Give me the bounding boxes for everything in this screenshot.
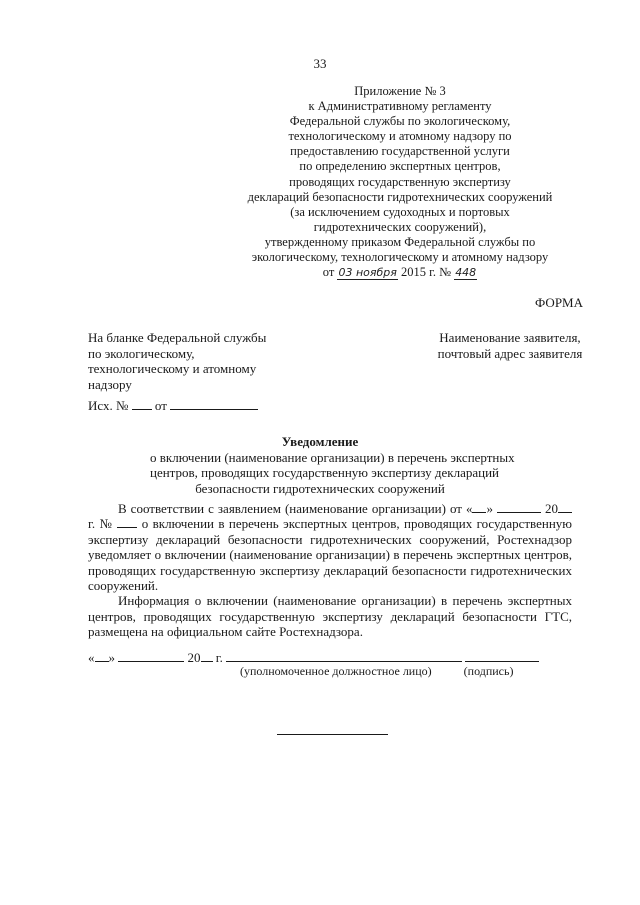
outgoing-number-blank <box>132 398 152 410</box>
day-blank <box>472 501 486 513</box>
outgoing-date-blank <box>170 398 258 410</box>
signature-year-blank <box>201 650 213 662</box>
appendix-line: деклараций безопасности гидротехнических сооружений <box>247 189 553 204</box>
letterhead-note <box>88 330 288 392</box>
signature-quote-open: « <box>88 650 95 665</box>
appendix-line: Приложение № 3 <box>354 84 446 98</box>
letterhead-line: технологическому и атомному <box>88 361 257 376</box>
order-date-prefix: от <box>322 265 335 280</box>
body-paragraph-2: Информация о включении (наименование организации) в перечень экспертных центров, проводящих государственную экспертизу деклараций безопасности ГТС, размещена на официальном сайте Ростехнадзора. <box>88 593 572 640</box>
notice-body <box>88 501 572 640</box>
signature-year-suffix: г. <box>215 650 223 665</box>
application-number-blank <box>117 516 137 528</box>
body-text-run: № <box>99 516 114 532</box>
notice-title: Уведомление <box>281 434 359 449</box>
handwritten-order-date: 03 ноября <box>338 266 397 280</box>
applicant-line: почтовый адрес заявителя <box>437 345 583 361</box>
outgoing-date-label: от <box>154 398 167 413</box>
form-label: ФОРМА <box>535 295 583 310</box>
month-blank <box>497 501 541 513</box>
body-paragraph-1 <box>88 501 572 593</box>
body-text-run: 20 <box>545 501 559 516</box>
signature-blank <box>465 650 539 662</box>
applicant-line: Наименование заявителя, <box>439 330 581 345</box>
appendix-line: утвержденному приказом Федеральной службы по <box>264 234 536 249</box>
appendix-line: (за исключением судоходных и портовых <box>290 204 510 219</box>
body-text-run: » <box>486 501 493 516</box>
body-text-run: о включении в перечень экспертных центров, проводящих государственную экспертизу деклараций безопасности гидротехнических сооружений, Ростехнадзор уведомляет о включении (наименование организации) в перечень экспертных центров, проводящих государственную экспертизу деклараций безопасности гидротехнических сооружений. <box>88 516 573 594</box>
page-number: 33 <box>313 56 327 71</box>
notice-subtitle-line: о включении (наименование организации) в перечень экспертных <box>150 450 515 465</box>
signature-captions <box>240 664 513 679</box>
appendix-line: по определению экспертных центров, <box>299 159 501 174</box>
notice-subtitle <box>150 450 515 496</box>
signature-month-blank <box>118 650 184 662</box>
signature-year-prefix: 20 <box>187 650 201 665</box>
applicant-block <box>430 330 590 361</box>
signature-caption: (подпись) <box>463 664 514 678</box>
appendix-line: к Административному регламенту <box>308 99 492 114</box>
notice-subtitle-line: центров, проводящих государственную экспертизу деклараций <box>150 465 500 481</box>
body-text-run: В соответствии с заявлением (наименование организации) от « <box>118 501 473 516</box>
signature-line <box>88 650 539 665</box>
outgoing-number-label: Исх. № <box>88 398 129 413</box>
order-year-label: 2015 г. № <box>401 265 452 280</box>
notice-subtitle-line: безопасности гидротехнических сооружений <box>195 480 445 496</box>
appendix-line: гидротехнических сооружений), <box>313 219 487 234</box>
appendix-line: проводящих государственную экспертизу <box>289 174 511 189</box>
year-blank <box>558 501 572 513</box>
body-text-run: г. <box>88 516 96 532</box>
appendix-header <box>230 84 570 280</box>
order-date-line <box>230 265 570 280</box>
signature-day-blank <box>95 650 109 662</box>
letterhead-line: На бланке Федеральной службы <box>88 330 267 345</box>
appendix-line: Федеральной службы по экологическому, <box>289 114 511 129</box>
official-name-blank <box>226 650 462 662</box>
outgoing-number-line <box>88 398 258 413</box>
appendix-line: экологическому, технологическому и атомному надзору <box>251 250 549 265</box>
end-separator-line <box>277 734 388 735</box>
official-caption: (уполномоченное должностное лицо) <box>240 664 432 678</box>
appendix-line: технологическому и атомному надзору по <box>288 129 512 144</box>
appendix-line: предоставлению государственной услуги <box>290 144 510 159</box>
signature-quote-close: » <box>108 650 115 665</box>
letterhead-line: надзору <box>88 376 132 392</box>
handwritten-order-number: 448 <box>455 266 477 280</box>
letterhead-line: по экологическому, <box>88 345 195 361</box>
